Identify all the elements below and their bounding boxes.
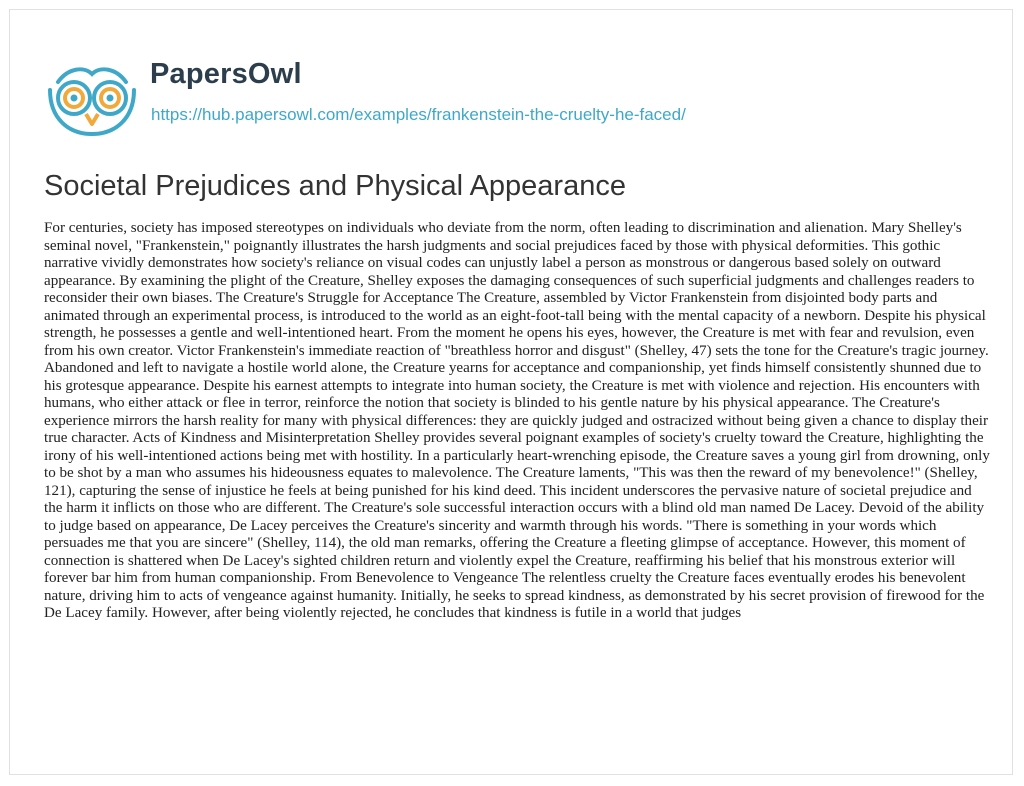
page-title: Societal Prejudices and Physical Appearance xyxy=(44,170,626,202)
article-body: For centuries, society has imposed stereotypes on individuals who deviate from the norm, often leading to discrimination and alienation. Mary Shelley's seminal novel, "Frankenstein," poignantly illustrates the harsh judgments and social prejudices faced by those with physical deformities. This gothic narrative vividly demonstrates how society's reliance on visual codes can unjustly label a person as monstrous or dangerous based solely on outward appearance. By examining the plight of the Creature, Shelley exposes the damaging consequences of such superficial judgments and challenges readers to reconsider their own biases. The Creature's Struggle for Acceptance The Creature, assembled by Victor Frankenstein from disjointed body parts and animated through an experimental process, is introduced to the world as an eight-foot-tall being with the mental capacity of a newborn. Despite his physical strength, he possesses a gentle and well-intentioned heart. From the moment he opens his eyes, however, the Creature is met with fear and revulsion, even from his own creator. Victor Frankenstein's immediate reaction of "breathless horror and disgust" (Shelley, 47) sets the tone for the Creature's tragic journey. Abandoned and left to navigate a hostile world alone, the Creature yearns for acceptance and companionship, yet finds himself consistently shunned due to his grotesque appearance. Despite his earnest attempts to integrate into human society, the Creature is met with violence and rejection. His encounters with humans, who either attack or flee in terror, reinforce the notion that society is blinded to his gentle nature by his physical appearance. The Creature's experience mirrors the harsh reality for many with physical differences: they are quickly judged and ostracized without being given a chance to display their true character. Acts of Kindness and Misinterpretation Shelley provides several poignant examples of society's cruelty toward the Creature, highlighting the irony of his well-intentioned actions being met with hostility. In a particularly heart-wrenching episode, the Creature saves a young girl from drowning, only to be shot by a man who assumes his hideousness equates to malevolence. The Creature laments, "This was then the reward of my benevolence!" (Shelley, 121), capturing the sense of injustice he feels at being punished for his kind deed. This incident underscores the pervasive nature of societal prejudice and the harm it inflicts on those who are different. The Creature's sole successful interaction occurs with a blind old man named De Lacey. Devoid of the ability to judge based on appearance, De Lacey perceives the Creature's sincerity and warmth through his words. "There is something in your words which persuades me that you are sincere" (Shelley, 114), the old man remarks, offering the Creature a fleeting glimpse of acceptance. However, this moment of connection is shattered when De Lacey's sighted children return and violently expel the Creature, reaffirming his belief that his monstrous exterior will forever bar him from human companionship. From Benevolence to Vengeance The relentless cruelty the Creature faces eventually erodes his benevolent nature, driving him to acts of vengeance against humanity. Initially, he seeks to spread kindness, as demonstrated by his secret provision of firewood for the De Lacey family. However, after being violently rejected, he concludes that kindness is futile in a world that judges xyxy=(44,220,990,621)
source-url[interactable]: https://hub.papersowl.com/examples/frankenstein-the-cruelty-he-faced/ xyxy=(151,105,686,124)
brand-name[interactable]: PapersOwl xyxy=(150,58,302,90)
owl-icon xyxy=(44,60,140,136)
site-header xyxy=(44,58,984,148)
